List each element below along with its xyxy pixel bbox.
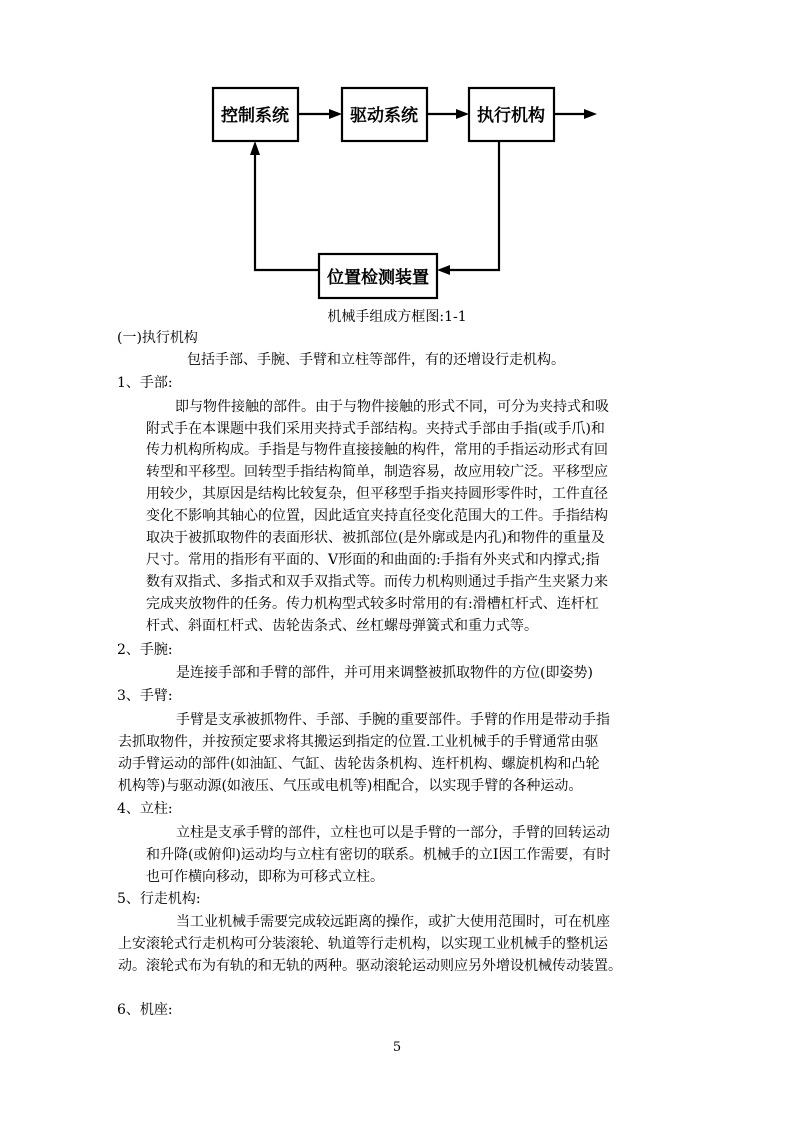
- paragraph-line: 当工业机械手需要完成较远距离的操作，或扩大使用范围时，可在机座: [176, 914, 610, 930]
- subsection-heading: 5、行走机构:: [117, 891, 201, 907]
- subsection-heading: 4、立柱:: [117, 801, 173, 817]
- subsection-heading: 6、机座:: [117, 1002, 173, 1018]
- subsection-heading: 2、手腕:: [117, 642, 173, 658]
- arrowhead: [329, 109, 342, 119]
- paragraph-line: 传力机构所构成。手指是与物件直接接触的构件，常用的手指运动形式有回: [146, 442, 608, 458]
- paragraph-line: 动手臂运动的部件(如油缸、气缸、齿轮齿条机构、连杆机构、螺旋机构和凸轮: [118, 756, 600, 772]
- subsection-heading: 1、手部:: [117, 375, 173, 391]
- paragraph-line: 尺寸。常用的指形有平面的、V形面的和曲面的:手指有外夹式和内撑式;指: [146, 552, 600, 568]
- feedback-detection-to-control: [255, 154, 319, 270]
- arrowhead: [437, 265, 450, 275]
- drive-system-label: 驱动系统: [350, 106, 418, 126]
- figure-caption: 机械手组成方框图:1-1: [327, 309, 467, 325]
- paragraph-line: 取决于被抓取物件的表面形状、被抓部位(是外廓或是内孔)和物件的重量及: [146, 530, 605, 546]
- paragraph-line: 是连接手部和手臂的部件，并可用来调整被抓取物件的方位(即姿势): [176, 665, 593, 681]
- paragraph-line: 转型和平移型。回转型手指结构简单，制造容易，故应用较广泛。平移型应: [146, 464, 608, 480]
- paragraph-line: 和升降(或俯仰)运动均与立柱有密切的联系。机械手的立I因工作需要，有时: [146, 847, 611, 863]
- page-number: 5: [392, 1040, 402, 1055]
- section-heading: (一)执行机构: [117, 330, 198, 346]
- paragraph-line: 机构等)与驱动源(如液压、气压或电机等)相配合，以实现手臂的各种运动。: [118, 778, 583, 794]
- paragraph-line: 动。滚轮式布为有轨的和无轨的两种。驱动滚轮运动则应另外增设机械传动装置。: [118, 958, 622, 974]
- paragraph-line: 杆式、斜面杠杆式、齿轮齿条式、丝杠螺母弹簧式和重力式等。: [146, 618, 538, 634]
- actuator-label: 执行机构: [477, 106, 545, 126]
- paragraph-line: 手臂是支承被抓物件、手部、手腕的重要部件。手臂的作用是带动手指: [176, 712, 610, 728]
- feedback-actuator-to-detection: [449, 141, 499, 270]
- arrowhead: [584, 109, 597, 119]
- paragraph-line: 去抓取物件，并按预定要求将其搬运到指定的位置.工业机械手的手臂通常由驱: [118, 734, 599, 750]
- paragraph-line: 用较少，其原因是结构比较复杂，但平移型手指夹持圆形零件时，工件直径: [146, 486, 608, 502]
- block-diagram: [205, 74, 601, 304]
- paragraph-line: 完成夹放物件的任务。传力机构型式较多时常用的有:滑槽杠杆式、连杆杠: [146, 596, 599, 612]
- control-system-label: 控制系统: [221, 106, 289, 126]
- arrowhead: [456, 109, 469, 119]
- paragraph-line: 立柱是支承手臂的部件，立柱也可以是手臂的一部分，手臂的回转运动: [176, 825, 610, 841]
- block-diagram-svg: [205, 74, 601, 304]
- arrowhead: [250, 141, 260, 155]
- paragraph-line: 也可作横向移动，即称为可移式立柱。: [146, 869, 384, 885]
- paragraph-line: 数有双指式、多指式和双手双指式等。而传力机构则通过手指产生夹紧力来: [146, 574, 608, 590]
- paragraph-line: 变化不影响其轴心的位置，因此适宜夹持直径变化范围大的工件。手指结构: [146, 508, 608, 524]
- paragraph-line: 即与物件接触的部件。由于与物件接触的形式不同，可分为夹持式和吸: [175, 399, 609, 415]
- paragraph-line: 包括手部、手腕、手臂和立柱等部件，有的还增设行走机构。: [187, 352, 565, 368]
- paragraph-line: 附式手在本课题中我们采用夹持式手部结构。夹持式手部由手指(或手爪)和: [146, 421, 605, 437]
- subsection-heading: 3、手臂:: [117, 688, 173, 704]
- position-detection-label: 位置检测装置: [327, 268, 429, 288]
- paragraph-line: 上安滚轮式行走机构可分装滚轮、轨道等行走机构，以实现工业机械手的整机运: [118, 936, 608, 952]
